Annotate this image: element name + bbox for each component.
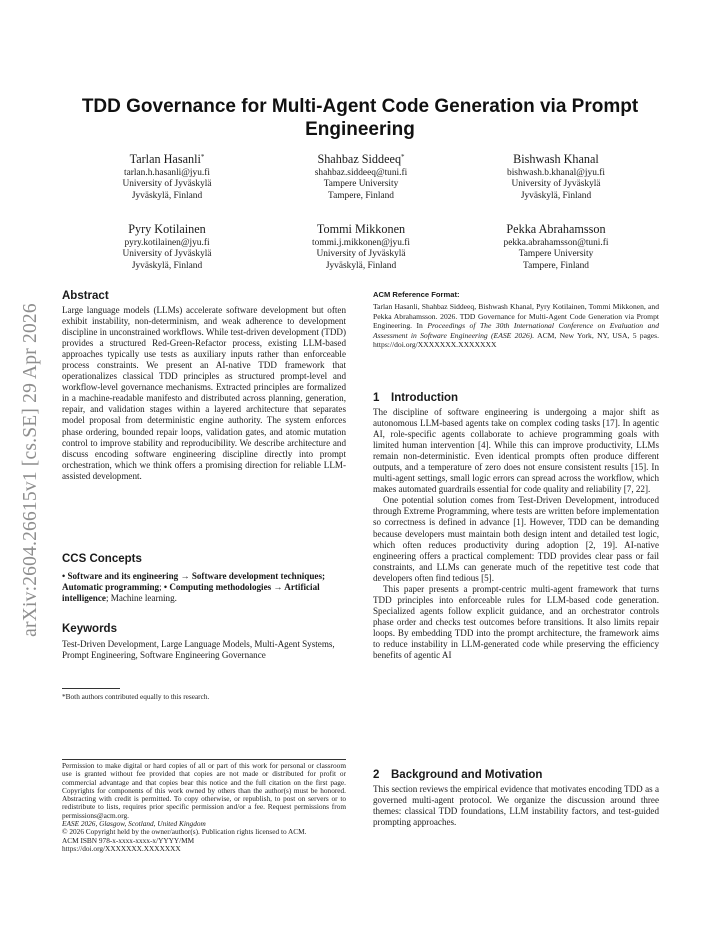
author-name: Bishwash Khanal (513, 152, 599, 167)
ccs-concept-1: • Software and its engineering → Software development techniques; Automatic programming (62, 571, 326, 593)
ccs-concept-2: • Computing methodologies → Artificial intelligence (62, 582, 320, 604)
author-location: Jyväskylä, Finland (131, 190, 203, 201)
author-location: Tampere, Finland (328, 190, 394, 201)
author-name: Pekka Abrahamsson (506, 222, 606, 237)
acm-reference-text: Tarlan Hasanli, Shahbaz Siddeeq, Bishwash Khanal, Pyry Kotilainen, Tommi Mikkonen, and Pekka Abrahamsson. 2026. TDD Governance for Multi-Agent Code Generation via Prompt Engineering. In (373, 302, 659, 331)
ccs-concept-tail: ; Machine learning. (105, 593, 177, 604)
keywords-heading: Keywords (62, 623, 117, 635)
ccs-heading: CCS Concepts (62, 553, 142, 565)
abstract-heading: Abstract (62, 290, 109, 302)
equal-contribution-mark: * (401, 153, 405, 161)
section-1-paragraph: This paper presents a prompt-centric multi-agent framework that turns TDD principles into enforceable rules for LLM-based code generation. Specialized agents follow explicit guidance, and an orchestrator controls phase order and checks test outcomes before transitions. It also limits repair loops. By embedding TDD into the prompt architecture, the framework aims to reduce instability in LLM-generated code while preserving the efficiency benefits of agentic AI (373, 583, 659, 661)
footnote (62, 693, 346, 701)
footnote-rule (62, 688, 120, 689)
author-name: Shahbaz Siddeeq (317, 152, 402, 167)
author-affiliation: University of Jyväskylä (122, 249, 212, 260)
equal-contribution-mark: * (200, 153, 205, 161)
author-name: Tommi Mikkonen (316, 222, 406, 237)
venue: EASE 2026, Glasgow, Scotland, United Kingdom (62, 819, 206, 829)
author-affiliation: Tampere University (323, 179, 399, 190)
author-email[interactable]: shahbaz.siddeeq@tuni.fi (314, 167, 408, 178)
author-name: Tarlan Hasanli (129, 152, 201, 167)
author-email[interactable]: tommi.j.mikkonen@jyu.fi (312, 237, 410, 248)
author-affiliation: University of Jyväskylä (122, 179, 212, 190)
permission-text: Permission to make digital or hard copies of all or part of this work for personal or classroom use is granted without fee provided that copies are not made or distributed for profit or commercial advantage and that copies bear this notice and the full citation on the first page. Copyrights for components of this work owned by others than the author(s) must be honored. Abstracting with credit is permitted. To copy otherwise, or republish, to post on servers or to redistribute to lists, requires prior specific permission and/or a fee. Request permissions from permissions@acm.org. (62, 761, 346, 820)
author-block (461, 152, 651, 203)
abstract-body: Large language models (LLMs) accelerate software development but often exhibit instability, non-determinism, and weak adherence to development discipline in unconstrained workflows. While test-driven development (TDD) provides a structured Red-Green-Refactor process, existing LLM-based approaches typically use tests as auxiliary inputs rather than enforceable process constraints. We present an AI-native TDD framework that operationalizes classical TDD principles as structured prompt-level and workflow-level governance mechanisms. Extracted principles are formalized in a machine-readable manifesto and distributed across planning, generation, repair, and validation stages within a layered architecture that separates model proposal from deterministic engine authority. The system enforces phase ordering, bounded repair loops, validation gates, and atomic mutation control to improve stability and reproducibility. We describe architecture and discuss encoding software engineering discipline directly into prompt orchestration, which we think offers a promising direction for reliable LLM-assisted development. (62, 305, 346, 481)
author-location: Jyväskylä, Finland (520, 190, 592, 201)
author-name: Pyry Kotilainen (128, 222, 206, 237)
author-block (266, 222, 456, 273)
acm-reference-heading: ACM Reference Format: (373, 290, 460, 299)
author-email[interactable]: tarlan.h.hasanli@jyu.fi (124, 167, 210, 178)
section-1-number: 1 (373, 392, 380, 404)
keywords-body: Test-Driven Development, Large Language Models, Multi-Agent Systems, Prompt Engineering, Software Engineering Governance (62, 639, 335, 661)
author-affiliation: University of Jyväskylä (316, 249, 406, 260)
permission-block (62, 762, 346, 853)
author-email[interactable]: bishwash.b.khanal@jyu.fi (507, 167, 605, 178)
author-location: Tampere, Finland (523, 260, 589, 271)
author-location: Jyväskylä, Finland (325, 260, 397, 271)
section-2-heading (373, 768, 542, 782)
acm-reference-tail: ACM, New York, NY, USA, 5 pages. https://doi.org/XXXXXXX.XXXXXXX (373, 330, 659, 350)
section-2-body (373, 784, 659, 828)
section-1-title: Introduction (391, 392, 459, 404)
section-2-paragraph: This section reviews the empirical evidence that motivates encoding TDD as a governed multi-agent protocol. We organize the discussion around three themes: classical TDD foundations, LLM instability factors, and test-guided prompting approaches. (373, 784, 659, 828)
acm-reference-proceedings: Proceedings of The 30th International Conference on Evaluation and Assessment in Software Engineering (EASE 2026). (373, 321, 659, 340)
keywords-text (62, 639, 346, 661)
author-block (72, 222, 262, 273)
copyright: © 2026 Copyright held by the owner/author(s). Publication rights licensed to ACM. (62, 827, 307, 837)
permission-rule (62, 759, 346, 760)
section-2-title: Background and Motivation (391, 769, 543, 781)
author-affiliation: University of Jyväskylä (511, 179, 601, 190)
arxiv-identifier: arXiv:2604.26615v1 [cs.SE] 29 Apr 2026 (20, 302, 41, 637)
paper-title: TDD Governance for Multi-Agent Code Generation via Prompt Engineering (81, 96, 639, 140)
acm-reference (373, 302, 659, 350)
author-block (72, 152, 262, 203)
author-location: Jyväskylä, Finland (131, 260, 203, 271)
ccs-text (62, 571, 346, 604)
isbn: ACM ISBN 978-x-xxxx-xxxx-x/YYYY/MM (62, 835, 195, 845)
author-affiliation: Tampere University (518, 249, 594, 260)
section-1-paragraph: The discipline of software engineering is undergoing a major shift as autonomous LLM-based agents take on complex coding tasks [17]. In agentic AI, role-specific agents collaborate to achieve programming goals with limited human intervention [4]. While this can improve productivity, LLMs remain non-deterministic. Even identical prompts often produce different outputs, and a temperature of zero does not ensure consistent results [15]. In multi-agent settings, small logic errors can spread across the workflow, which makes automated guardrails essential for code quality and reliability [7, 22]. (373, 407, 659, 495)
section-1-paragraph: One potential solution comes from Test-Driven Development, introduced through Extreme Programming, where tests are written before implementation so correctness is defined in advance [1]. However, TDD can be demanding because developers must maintain both design intent and detailed test logic, which often reduces productivity during adoption [2, 19]. AI-native engineering offers a practical complement: TDD provides clear pass or fail constraints, and LLMs can generate much of the repetitive test code that developers often find tedious [5]. (373, 495, 659, 583)
abstract-text (62, 305, 346, 482)
author-block (266, 152, 456, 203)
equal-contribution-note: *Both authors contributed equally to this research. (62, 692, 210, 701)
author-block (461, 222, 651, 273)
ccs-separator: ; (159, 582, 164, 593)
section-2-number: 2 (373, 769, 380, 781)
author-email[interactable]: pekka.abrahamsson@tuni.fi (503, 237, 609, 248)
section-1-heading (373, 391, 458, 405)
doi-link[interactable]: https://doi.org/XXXXXXX.XXXXXXX (62, 843, 181, 853)
section-1-body (373, 407, 659, 661)
author-email[interactable]: pyry.kotilainen@jyu.fi (124, 237, 210, 248)
